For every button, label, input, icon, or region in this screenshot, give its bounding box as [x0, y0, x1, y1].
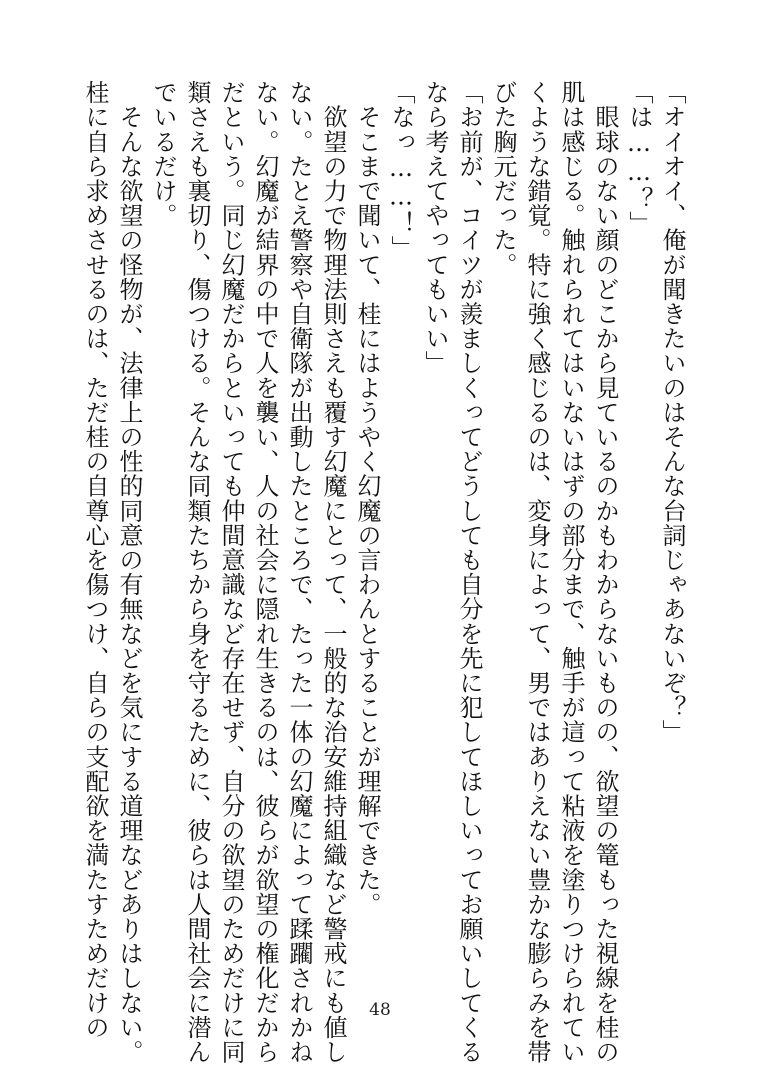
text-line: びた胸元だった。: [489, 80, 517, 277]
text-line: 「は……？」: [625, 80, 653, 236]
page-number: 48: [369, 1000, 391, 1020]
text-line: ない。たとえ警察や自衛隊が出動したところで、たった一体の幻魔によって蹂躙されかね: [285, 80, 313, 1064]
text-line: くような錯覚。特に強く感じるのは、変身によって、男ではありえない豊かな膨らみを帯: [523, 80, 551, 1064]
text-line: 「オイオイ、俺が聞きたいのはそんな台詞じゃあないぞ？」: [658, 80, 686, 745]
text-line: そこまで聞いて、桂にはようやく幻魔の言わんとすることが理解できた。: [353, 80, 381, 917]
text-line: そんな欲望の怪物が、法律上の性的同意の有無などを気にする道理などありはしない。: [115, 80, 143, 1064]
text-line: 肌は感じる。触れられてはいないはずの部分まで、触手が這って粘液を塗りつけられてい: [557, 80, 585, 1064]
text-line: だという。同じ幻魔だからといっても仲間意識など存在せず、自分の欲望のためだけに同: [217, 80, 245, 1064]
text-line: ない。幻魔が結界の中で人を襲い、人の社会に隠れ生きるのは、彼らが欲望の権化だから: [251, 80, 279, 1064]
text-line: 「お前が、コイツが羨ましくってどうしても自分を先に犯してほしいってお願いしてくる: [455, 80, 483, 1064]
text-line: でいるだけ。: [149, 80, 177, 228]
text-line: 類さえも裏切り、傷つける。そんな同類たちから身を守るために、彼らは人間社会に潜ん: [183, 80, 211, 1064]
text-line: なら考えてやってもいい」: [421, 80, 449, 376]
text-line: 桂に自ら求めさせるのは、ただ桂の自尊心を傷つけ、自らの支配欲を満たすためだけの: [81, 80, 109, 1040]
text-line: 眼球のない顔のどこから見ているのかもわからないものの、欲望の篭もった視線を桂の: [591, 80, 619, 1064]
text-line: 欲望の力で物理法則さえも覆す幻魔にとって、一般的な治安維持組織など警戒にも値し: [319, 80, 347, 1064]
text-line: 「なっ……！」: [387, 80, 415, 261]
